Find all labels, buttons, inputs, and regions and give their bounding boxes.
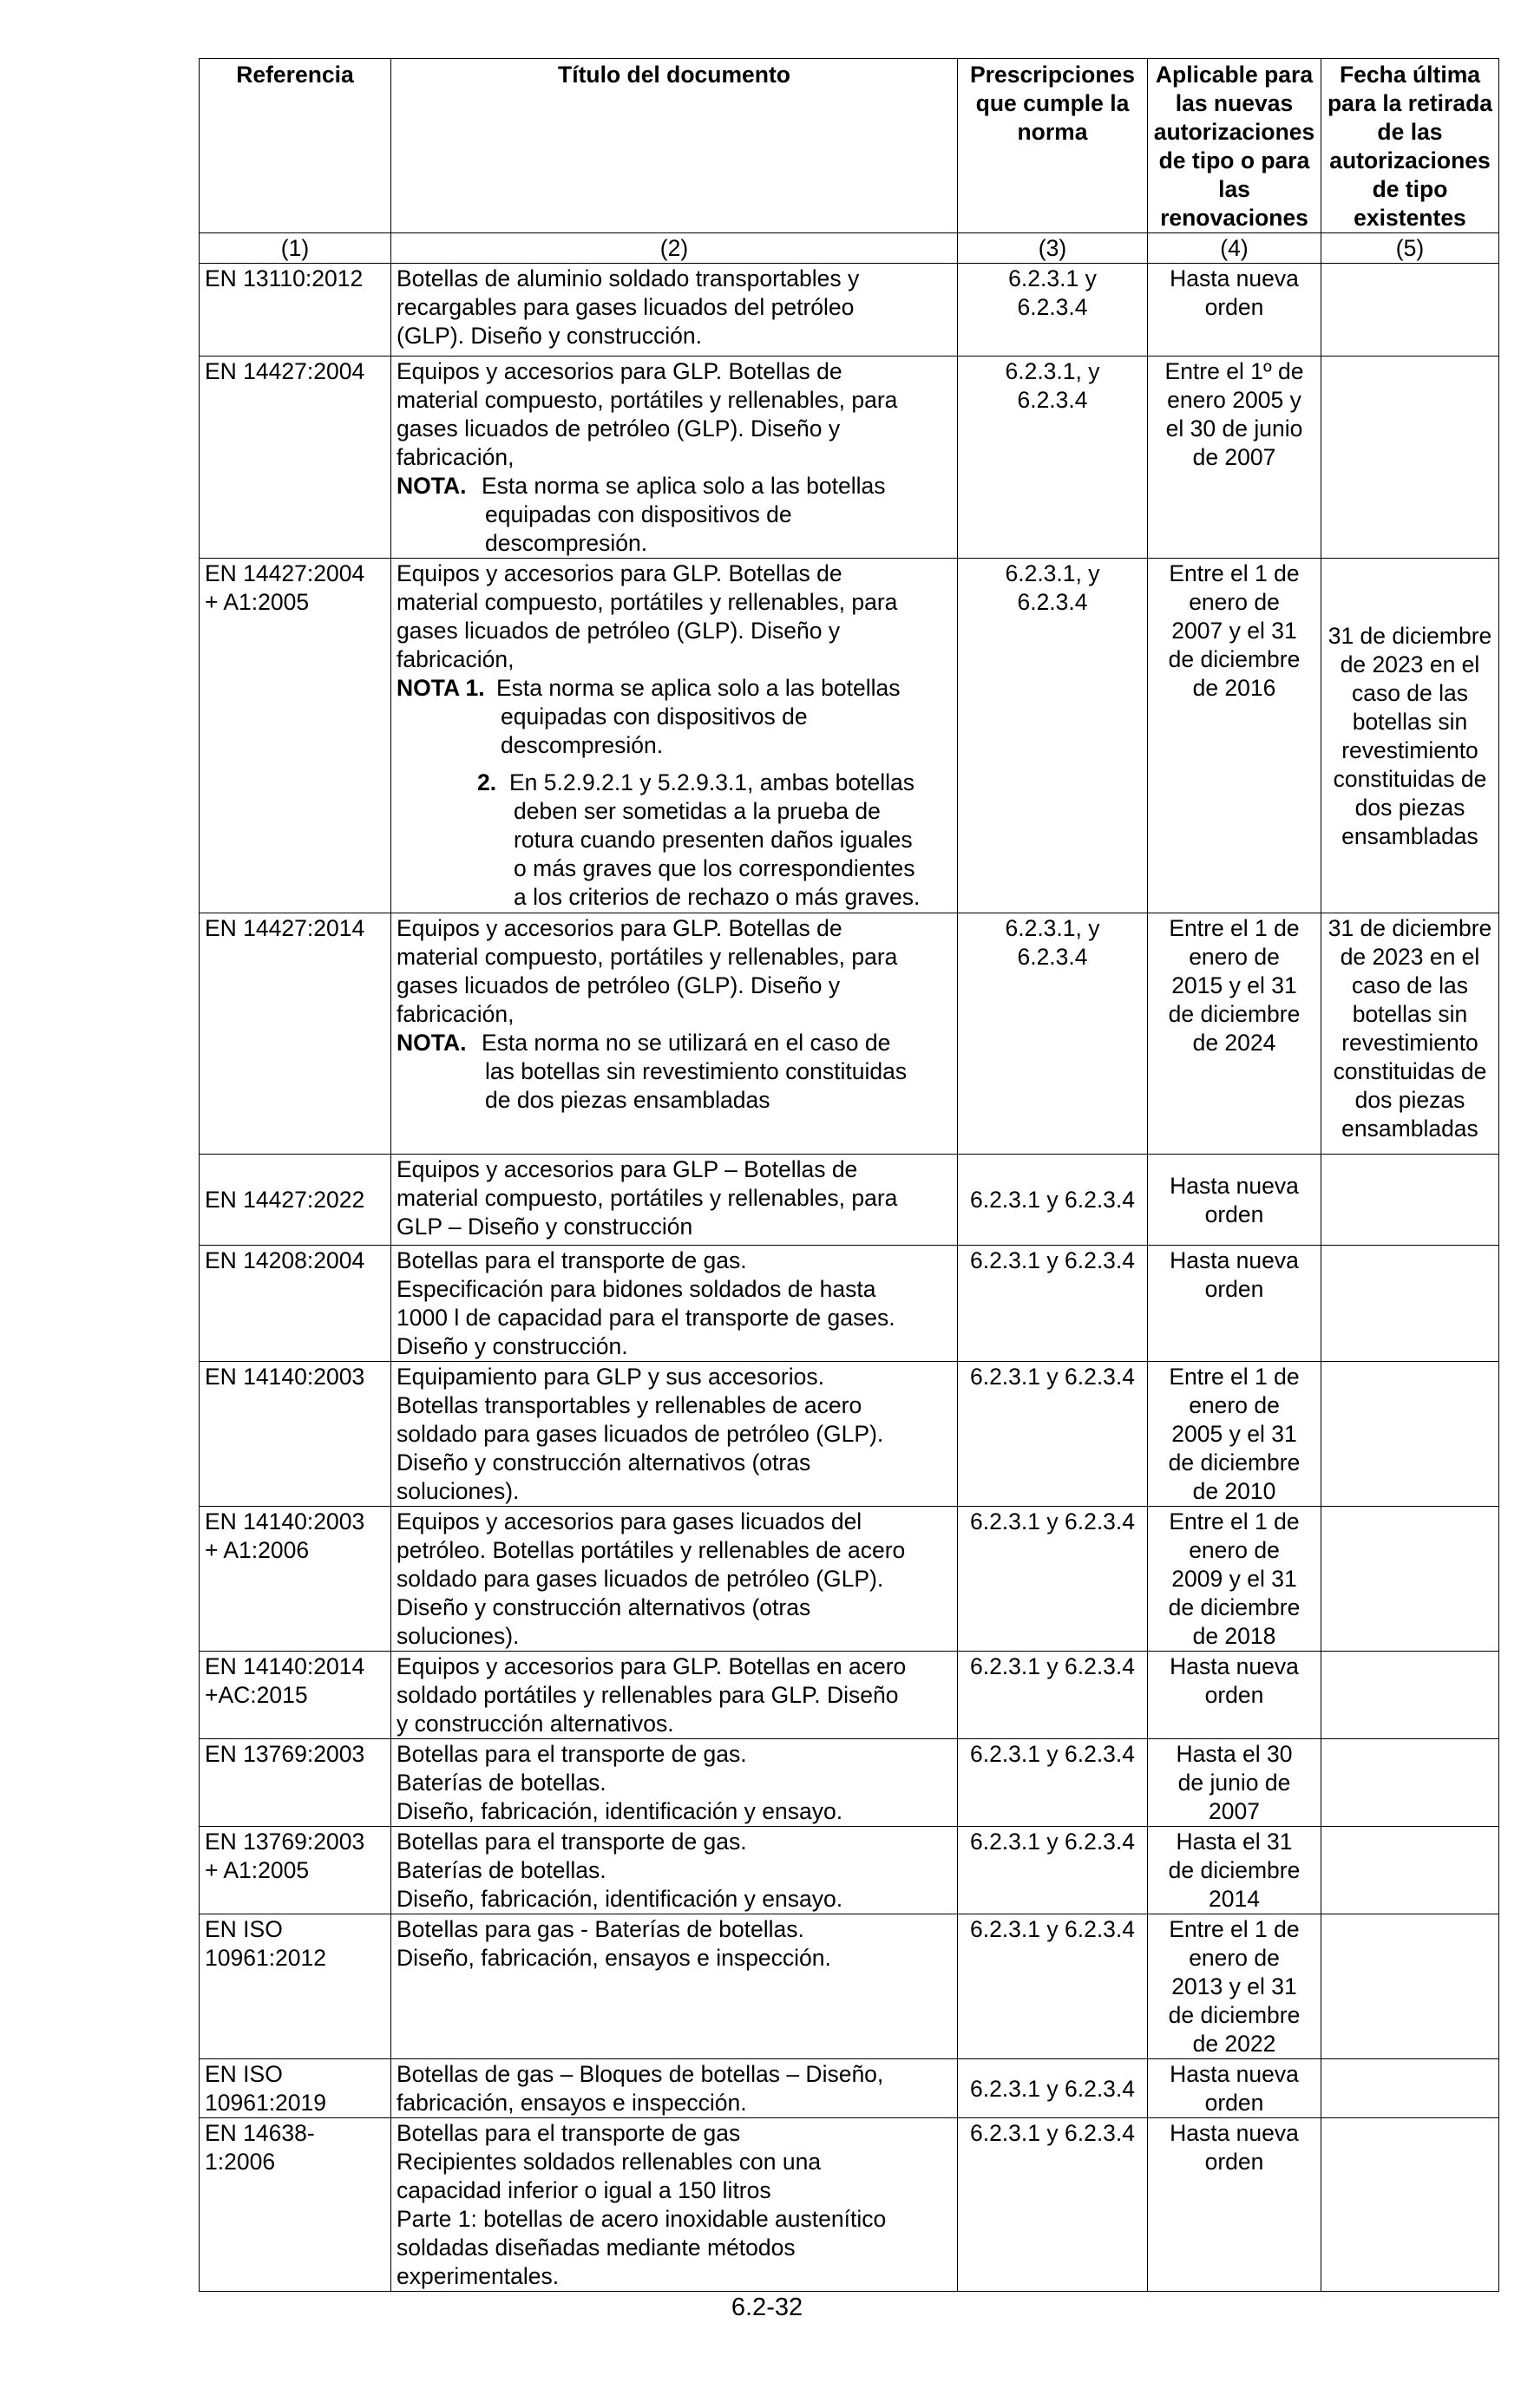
- note-line: a los criterios de rechazo o más graves.: [514, 884, 921, 910]
- title-line: fabricación,: [397, 1001, 515, 1027]
- cell-titulo: [391, 1739, 958, 1827]
- note-line: las botellas sin revestimiento constituidas: [485, 1058, 908, 1084]
- cell-fecha-ultima: [1321, 1155, 1499, 1246]
- applicability-text: Entre el 1 de enero de 2007 y el 31 de diciembre de 2016: [1168, 560, 1301, 701]
- note-line: de dos piezas ensambladas: [485, 1087, 770, 1113]
- title-line: gases licuados de petróleo (GLP). Diseño y: [397, 416, 841, 442]
- note-line: rotura cuando presenten daños iguales: [514, 827, 913, 853]
- cell-fecha-ultima: [1321, 264, 1499, 357]
- cell-titulo: [391, 1827, 958, 1914]
- title-line: Botellas para el transporte de gas.: [397, 1741, 747, 1767]
- table-row: [200, 264, 1499, 357]
- reference-text: EN 14208:2004: [205, 1247, 365, 1273]
- cell-prescripciones: [958, 1827, 1148, 1914]
- prescriptions-text: 6.2.3.1, y 6.2.3.4: [1005, 358, 1100, 413]
- title-line: Botellas transportables y rellenables de acero: [397, 1392, 862, 1418]
- prescriptions-text: 6.2.3.1 y 6.2.3.4: [1008, 265, 1097, 320]
- prescriptions-text: 6.2.3.1, y 6.2.3.4: [1005, 560, 1100, 615]
- title-line: (GLP). Diseño y construcción.: [397, 323, 702, 349]
- cell-referencia: [200, 1246, 391, 1362]
- cell-fecha-ultima: [1321, 2118, 1499, 2292]
- cell-fecha-ultima: [1321, 2059, 1499, 2118]
- cell-aplicable: [1148, 1246, 1321, 1362]
- title-line: Diseño y construcción alternativos (otras: [397, 1594, 811, 1620]
- cell-fecha-ultima: [1321, 1914, 1499, 2059]
- reference-text: EN 14140:2014 +AC:2015: [205, 1653, 365, 1708]
- title-line: Diseño, fabricación, identificación y ensayo.: [397, 1886, 843, 1912]
- table-row: [200, 913, 1499, 1155]
- title-line: Diseño y construcción.: [397, 1333, 628, 1359]
- cell-fecha-ultima: [1321, 1652, 1499, 1739]
- cell-titulo: [391, 1914, 958, 2059]
- title-line: experimentales.: [397, 2263, 560, 2289]
- applicability-text: Hasta nueva orden: [1170, 265, 1299, 320]
- title-line: material compuesto, portátiles y rellenables, para: [397, 387, 898, 413]
- table-row: [200, 1652, 1499, 1739]
- cell-prescripciones: [958, 1507, 1148, 1652]
- table-body: [200, 264, 1499, 2292]
- header-fecha-ultima: Fecha última para la retirada de las autorizaciones de tipo existentes: [1321, 59, 1499, 233]
- reference-text: EN 14140:2003: [205, 1364, 365, 1390]
- reference-text: EN 14427:2004 + A1:2005: [205, 560, 365, 615]
- note-block: [397, 472, 952, 558]
- title-line: Botellas para el transporte de gas: [397, 2120, 741, 2146]
- reference-text: EN 14427:2022: [205, 1187, 365, 1213]
- title-line: Equipamiento para GLP y sus accesorios.: [397, 1364, 824, 1390]
- column-number: (4): [1148, 233, 1321, 264]
- cell-titulo: [391, 1155, 958, 1246]
- applicability-text: Entre el 1 de enero de 2009 y el 31 de diciembre de 2018: [1168, 1508, 1301, 1649]
- title-line: soldado para gases licuados de petróleo (GLP).: [397, 1421, 884, 1447]
- table-row: [200, 1246, 1499, 1362]
- applicability-text: Hasta nueva orden: [1170, 2061, 1299, 2116]
- reference-text: EN 14638- 1:2006: [205, 2120, 315, 2175]
- withdrawal-date-text: 31 de diciembre de 2023 en el caso de las botellas sin revestimiento constituidas de dos piezas ensambladas: [1328, 622, 1492, 849]
- note-block: [397, 769, 952, 912]
- cell-fecha-ultima: [1321, 1362, 1499, 1507]
- header-titulo: Título del documento: [391, 59, 958, 233]
- column-number: (5): [1321, 233, 1499, 264]
- title-line: Equipos y accesorios para GLP. Botellas de: [397, 560, 842, 586]
- cell-fecha-ultima: [1321, 1507, 1499, 1652]
- cell-prescripciones: [958, 913, 1148, 1155]
- applicability-text: Hasta el 30 de junio de 2007: [1176, 1741, 1293, 1824]
- note-line: o más graves que los correspondientes: [514, 855, 915, 881]
- cell-prescripciones: [958, 1739, 1148, 1827]
- title-line: 1000 l de capacidad para el transporte de gases.: [397, 1305, 895, 1331]
- title-line: y construcción alternativos.: [397, 1711, 674, 1737]
- prescriptions-text: 6.2.3.1 y 6.2.3.4: [969, 1508, 1136, 1534]
- cell-aplicable: [1148, 913, 1321, 1155]
- title-line: material compuesto, portátiles y rellenables, para: [397, 944, 898, 970]
- title-line: soldado para gases licuados de petróleo (GLP).: [397, 1566, 884, 1592]
- note-line: En 5.2.9.2.1 y 5.2.9.3.1, ambas botellas: [509, 769, 914, 795]
- cell-prescripciones: [958, 2059, 1148, 2118]
- applicability-text: Entre el 1 de enero de 2015 y el 31 de diciembre de 2024: [1168, 915, 1301, 1056]
- table-row: [200, 2118, 1499, 2292]
- cell-aplicable: [1148, 1652, 1321, 1739]
- title-line: Equipos y accesorios para GLP. Botellas en acero: [397, 1653, 907, 1679]
- column-number: (1): [200, 233, 391, 264]
- note-line: descompresión.: [485, 530, 648, 556]
- title-line: Especificación para bidones soldados de hasta: [397, 1276, 876, 1302]
- title-line: Parte 1: botellas de acero inoxidable austenítico: [397, 2206, 887, 2232]
- table-row: [200, 357, 1499, 559]
- cell-titulo: [391, 2059, 958, 2118]
- title-line: Equipos y accesorios para GLP – Botellas de: [397, 1156, 858, 1182]
- note-line: Esta norma no se utilizará en el caso de: [482, 1030, 891, 1056]
- note-label: NOTA.: [397, 1030, 467, 1056]
- header-prescripciones: Prescripciones que cumple la norma: [958, 59, 1148, 233]
- title-line: soluciones).: [397, 1478, 520, 1504]
- title-line: gases licuados de petróleo (GLP). Diseño y: [397, 618, 841, 644]
- table-row: [200, 1739, 1499, 1827]
- cell-titulo: [391, 1652, 958, 1739]
- cell-fecha-ultima: [1321, 1827, 1499, 1914]
- title-line: Botellas de gas – Bloques de botellas – Diseño,: [397, 2061, 884, 2087]
- cell-titulo: [391, 1246, 958, 1362]
- title-line: GLP – Diseño y construcción: [397, 1214, 693, 1240]
- cell-prescripciones: [958, 1652, 1148, 1739]
- cell-titulo: [391, 1362, 958, 1507]
- cell-referencia: [200, 1914, 391, 2059]
- note-label: 2.: [477, 769, 497, 795]
- cell-referencia: [200, 1739, 391, 1827]
- prescriptions-text: 6.2.3.1 y 6.2.3.4: [969, 1247, 1136, 1273]
- note-line: equipadas con dispositivos de: [485, 501, 792, 527]
- cell-referencia: [200, 357, 391, 559]
- note-line: Esta norma se aplica solo a las botellas: [482, 473, 886, 499]
- note-block: [397, 674, 952, 760]
- table-row: [200, 1914, 1499, 2059]
- prescriptions-text: 6.2.3.1 y 6.2.3.4: [969, 1741, 1136, 1767]
- title-line: Diseño, fabricación, identificación y ensayo.: [397, 1798, 843, 1824]
- cell-aplicable: [1148, 559, 1321, 913]
- reference-text: EN 14140:2003 + A1:2006: [205, 1508, 365, 1563]
- prescriptions-text: 6.2.3.1 y 6.2.3.4: [969, 2120, 1136, 2146]
- cell-aplicable: [1148, 264, 1321, 357]
- cell-titulo: [391, 357, 958, 559]
- table-row: [200, 559, 1499, 913]
- cell-aplicable: [1148, 2059, 1321, 2118]
- reference-text: EN ISO 10961:2012: [205, 1916, 327, 1971]
- cell-referencia: [200, 1507, 391, 1652]
- prescriptions-text: 6.2.3.1 y 6.2.3.4: [969, 1829, 1136, 1855]
- note-line: descompresión.: [501, 732, 664, 758]
- title-line: Diseño, fabricación, ensayos e inspección.: [397, 1945, 831, 1971]
- title-line: soldadas diseñadas mediante métodos: [397, 2235, 796, 2261]
- cell-prescripciones: [958, 264, 1148, 357]
- title-line: Baterías de botellas.: [397, 1770, 606, 1796]
- cell-aplicable: [1148, 1914, 1321, 2059]
- header-referencia: Referencia: [200, 59, 391, 233]
- cell-fecha-ultima: [1321, 357, 1499, 559]
- column-number: (2): [391, 233, 958, 264]
- applicability-text: Entre el 1 de enero de 2005 y el 31 de diciembre de 2010: [1168, 1364, 1301, 1504]
- header-aplicable: Aplicable para las nuevas autorizaciones de tipo o para las renovaciones: [1148, 59, 1321, 233]
- table-row: [200, 1362, 1499, 1507]
- cell-aplicable: [1148, 1739, 1321, 1827]
- table-row: [200, 2059, 1499, 2118]
- cell-titulo: [391, 264, 958, 357]
- title-line: Botellas para el transporte de gas.: [397, 1829, 747, 1855]
- note-block: [397, 1029, 952, 1115]
- applicability-text: Entre el 1 de enero de 2013 y el 31 de diciembre de 2022: [1168, 1916, 1301, 2057]
- cell-aplicable: [1148, 357, 1321, 559]
- cell-fecha-ultima: [1321, 913, 1499, 1155]
- title-line: fabricación,: [397, 646, 515, 672]
- title-line: soldado portátiles y rellenables para GLP. Diseño: [397, 1682, 899, 1708]
- title-line: Botellas para gas - Baterías de botellas.: [397, 1916, 804, 1942]
- note-line: Esta norma se aplica solo a las botellas: [496, 675, 901, 701]
- page-number: 6.2-32: [731, 2293, 803, 2321]
- table-row: [200, 1155, 1499, 1246]
- title-line: Equipos y accesorios para GLP. Botellas de: [397, 358, 842, 384]
- prescriptions-text: 6.2.3.1, y 6.2.3.4: [1005, 915, 1100, 970]
- cell-titulo: [391, 559, 958, 913]
- cell-referencia: [200, 2059, 391, 2118]
- title-line: gases licuados de petróleo (GLP). Diseño y: [397, 972, 841, 998]
- applicability-text: Hasta nueva orden: [1170, 1247, 1299, 1302]
- cell-referencia: [200, 1652, 391, 1739]
- cell-prescripciones: [958, 559, 1148, 913]
- applicability-text: Entre el 1º de enero 2005 y el 30 de junio de 2007: [1164, 358, 1304, 470]
- cell-fecha-ultima: [1321, 1739, 1499, 1827]
- cell-prescripciones: [958, 2118, 1148, 2292]
- cell-prescripciones: [958, 357, 1148, 559]
- title-line: Equipos y accesorios para GLP. Botellas de: [397, 915, 842, 941]
- table-row: [200, 1827, 1499, 1914]
- reference-text: EN ISO 10961:2019: [205, 2061, 327, 2116]
- applicability-text: Hasta nueva orden: [1170, 1653, 1299, 1708]
- cell-referencia: [200, 1362, 391, 1507]
- prescriptions-text: 6.2.3.1 y 6.2.3.4: [969, 1364, 1136, 1390]
- cell-referencia: [200, 559, 391, 913]
- cell-prescripciones: [958, 1914, 1148, 2059]
- cell-aplicable: [1148, 1155, 1321, 1246]
- column-number: (3): [958, 233, 1148, 264]
- cell-prescripciones: [958, 1362, 1148, 1507]
- title-line: Diseño y construcción alternativos (otras: [397, 1449, 811, 1476]
- note-line: equipadas con dispositivos de: [501, 703, 808, 730]
- cell-fecha-ultima: [1321, 559, 1499, 913]
- cell-aplicable: [1148, 2118, 1321, 2292]
- title-line: recargables para gases licuados del petróleo: [397, 294, 855, 320]
- cell-titulo: [391, 2118, 958, 2292]
- cell-referencia: [200, 913, 391, 1155]
- cell-aplicable: [1148, 1827, 1321, 1914]
- applicability-text: Hasta nueva orden: [1170, 1172, 1299, 1227]
- cell-prescripciones: [958, 1155, 1148, 1246]
- cell-titulo: [391, 913, 958, 1155]
- column-number-row: [200, 233, 1499, 264]
- standards-table: [199, 58, 1499, 2292]
- title-line: material compuesto, portátiles y rellenables, para: [397, 1185, 898, 1211]
- cell-referencia: [200, 2118, 391, 2292]
- prescriptions-text: 6.2.3.1 y 6.2.3.4: [969, 1916, 1136, 1942]
- note-label: NOTA 1.: [397, 675, 485, 701]
- reference-text: EN 14427:2004: [205, 358, 365, 384]
- cell-referencia: [200, 1155, 391, 1246]
- prescriptions-text: 6.2.3.1 y 6.2.3.4: [969, 2075, 1136, 2102]
- cell-prescripciones: [958, 1246, 1148, 1362]
- title-line: Baterías de botellas.: [397, 1857, 606, 1883]
- reference-text: EN 13110:2012: [205, 265, 364, 291]
- note-label: NOTA.: [397, 473, 467, 499]
- prescriptions-text: 6.2.3.1 y 6.2.3.4: [969, 1187, 1136, 1213]
- title-line: fabricación,: [397, 444, 515, 470]
- reference-text: EN 13769:2003: [205, 1741, 365, 1767]
- title-line: Equipos y accesorios para gases licuados del: [397, 1508, 862, 1534]
- note-line: deben ser sometidas a la prueba de: [514, 798, 881, 824]
- reference-text: EN 13769:2003 + A1:2005: [205, 1829, 365, 1883]
- applicability-text: Hasta nueva orden: [1170, 2120, 1299, 2175]
- withdrawal-date-text: 31 de diciembre de 2023 en el caso de las botellas sin revestimiento constituidas de dos piezas ensambladas: [1328, 915, 1492, 1142]
- cell-referencia: [200, 264, 391, 357]
- applicability-text: Hasta el 31 de diciembre 2014: [1168, 1829, 1301, 1912]
- title-line: soluciones).: [397, 1623, 520, 1649]
- title-line: material compuesto, portátiles y rellenables, para: [397, 589, 898, 615]
- header-row: [200, 59, 1499, 233]
- table-row: [200, 1507, 1499, 1652]
- cell-referencia: [200, 1827, 391, 1914]
- title-line: capacidad inferior o igual a 150 litros: [397, 2177, 771, 2203]
- prescriptions-text: 6.2.3.1 y 6.2.3.4: [969, 1653, 1136, 1679]
- cell-titulo: [391, 1507, 958, 1652]
- cell-aplicable: [1148, 1362, 1321, 1507]
- title-line: Recipientes soldados rellenables con una: [397, 2149, 822, 2175]
- title-line: Botellas de aluminio soldado transportables y: [397, 265, 860, 291]
- cell-fecha-ultima: [1321, 1246, 1499, 1362]
- title-line: petróleo. Botellas portátiles y rellenables de acero: [397, 1537, 906, 1563]
- cell-aplicable: [1148, 1507, 1321, 1652]
- title-line: Botellas para el transporte de gas.: [397, 1247, 747, 1273]
- reference-text: EN 14427:2014: [205, 915, 365, 941]
- title-line: fabricación, ensayos e inspección.: [397, 2090, 747, 2116]
